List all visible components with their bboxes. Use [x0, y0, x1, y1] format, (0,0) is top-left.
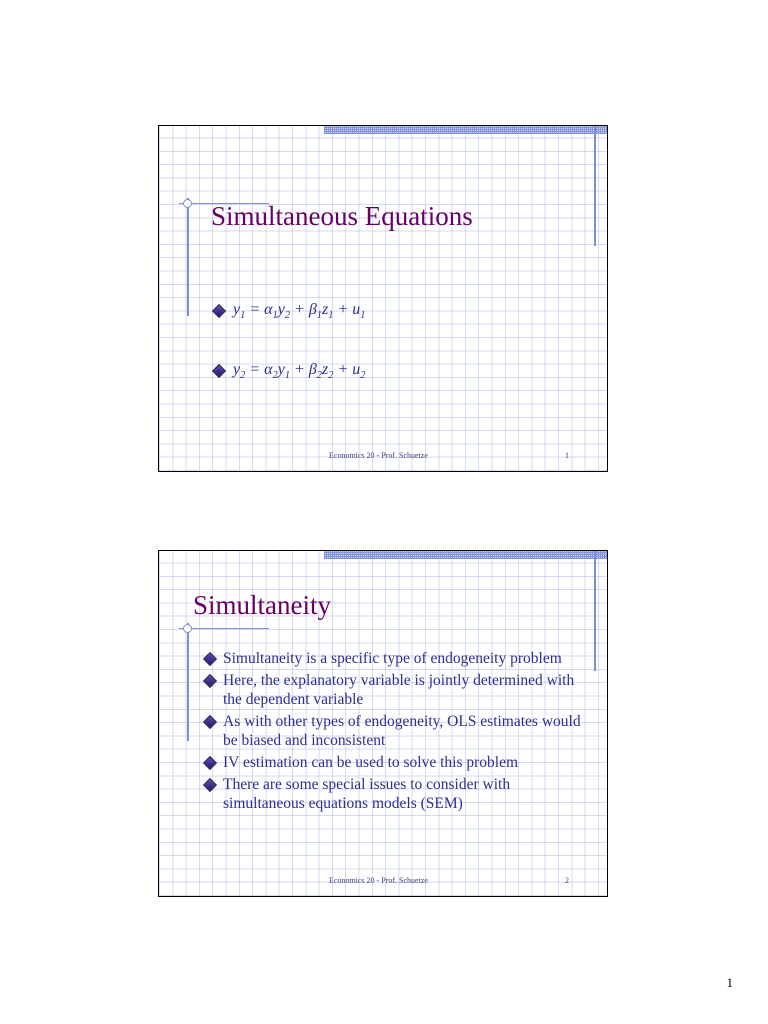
slide-number: 2 [565, 876, 569, 885]
slide-top-band [324, 126, 607, 134]
list-item: Simultaneity is a specific type of endogeneity problem [202, 649, 592, 668]
diamond-bullet-icon [203, 778, 217, 792]
page-number: 1 [726, 975, 733, 990]
slide-horizontal-rule [179, 628, 269, 629]
slide-vertical-rule-right [594, 126, 596, 246]
list-item: Here, the explanatory variable is jointly determined with the dependent variable [202, 671, 592, 709]
equation-text: $y_2 = \alpha_2y_1 + \beta_2z_2 + u_2$ [233, 361, 366, 382]
bullet-list [202, 649, 592, 816]
slide-footer: Economics 20 - Prof. Schuetze [329, 451, 428, 460]
crosshair-icon [183, 624, 192, 633]
list-item: As with other types of endogeneity, OLS estimates would be biased and inconsistent [202, 712, 592, 750]
list-item: There are some special issues to consider with simultaneous equations models (SEM) [202, 775, 592, 813]
diamond-bullet-icon [203, 652, 217, 666]
equation-row [214, 361, 365, 381]
slide-top-band [324, 551, 607, 559]
slide-title: Simultaneous Equations [211, 201, 473, 231]
crosshair-icon [183, 199, 192, 208]
slide-1 [158, 125, 608, 472]
slide-vertical-rule-right [594, 551, 596, 671]
diamond-bullet-icon [203, 756, 217, 770]
slide-vertical-rule-left [187, 198, 189, 316]
slide-vertical-rule-left [187, 623, 189, 741]
slide-footer: Economics 20 - Prof. Schuetze [329, 876, 428, 885]
diamond-bullet-icon [203, 715, 217, 729]
equation-text: $y_1 = \alpha_1y_2 + \beta_1z_1 + u_1$ [233, 301, 366, 322]
diamond-bullet-icon [212, 364, 226, 378]
list-item: IV estimation can be used to solve this problem [202, 753, 592, 772]
equation-row [214, 301, 365, 321]
slide-2 [158, 550, 608, 897]
slide-number: 1 [565, 451, 569, 460]
diamond-bullet-icon [212, 304, 226, 318]
slide-title: Simultaneity [193, 590, 331, 620]
diamond-bullet-icon [203, 674, 217, 688]
